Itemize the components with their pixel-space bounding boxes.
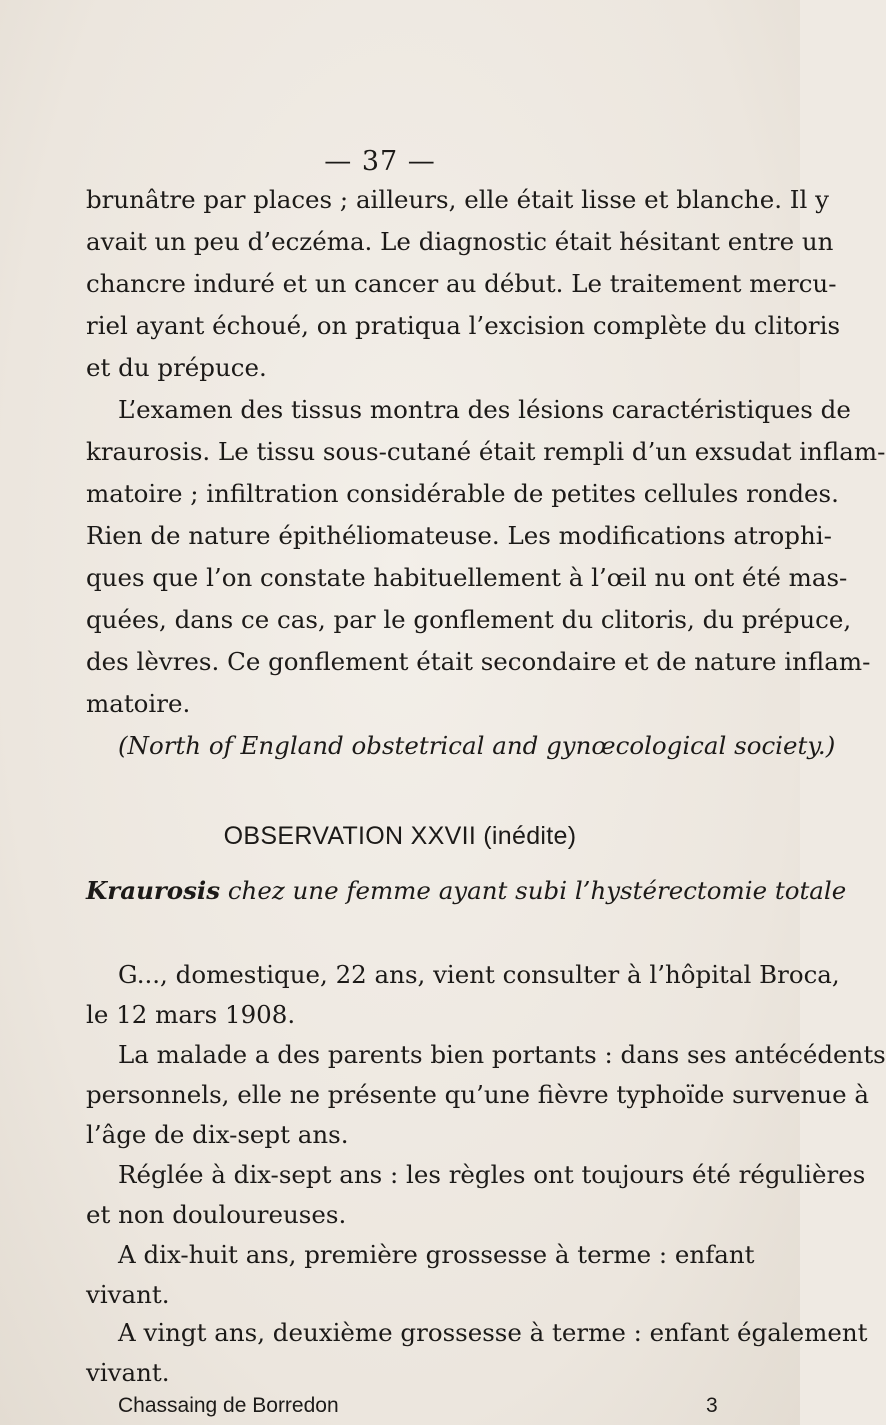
printer-signature: Chassaing de Borredon	[118, 1394, 339, 1417]
text-line: vivant.	[86, 1358, 170, 1387]
text-line: A dix-huit ans, première grossesse à terme : enfant	[118, 1240, 755, 1269]
text-line: ques que l’on constate habituellement à l’œil nu ont été mas-	[86, 563, 848, 592]
observation-subtitle	[86, 876, 847, 906]
text-line: Réglée à dix-sept ans : les règles ont toujours été régulières	[118, 1160, 866, 1189]
subtitle-keyword: Kraurosis	[86, 876, 221, 905]
text-line: La malade a des parents bien portants : dans ses antécédents	[118, 1040, 886, 1069]
text-line: et non douloureuses.	[86, 1200, 347, 1229]
text-line: personnels, elle ne présente qu’une fièvre typhoïde survenue à	[86, 1080, 869, 1109]
text-line: vivant.	[86, 1280, 170, 1309]
text-line: A vingt ans, deuxième grossesse à terme : enfant également	[118, 1318, 868, 1347]
text-line: des lèvres. Ce gonflement était secondaire et de nature inflam-	[86, 647, 871, 676]
text-line: G..., domestique, 22 ans, vient consulter à l’hôpital Broca,	[118, 960, 840, 989]
text-line: matoire.	[86, 689, 191, 718]
text-line: le 12 mars 1908.	[86, 1000, 296, 1029]
text-line: quées, dans ce cas, par le gonflement du clitoris, du prépuce,	[86, 605, 852, 634]
text-line: chancre induré et un cancer au début. Le traitement mercu-	[86, 269, 837, 298]
text-line: l’âge de dix-sept ans.	[86, 1120, 349, 1149]
text-line: brunâtre par places ; ailleurs, elle était lisse et blanche. Il y	[86, 185, 829, 214]
observation-heading: OBSERVATION XXVII (inédite)	[223, 822, 577, 850]
text-line: Rien de nature épithéliomateuse. Les modifications atrophi-	[86, 521, 832, 550]
signature-number: 3	[706, 1394, 718, 1417]
text-line: avait un peu d’eczéma. Le diagnostic était hésitant entre un	[86, 227, 834, 256]
subtitle-rest: chez une femme ayant subi l’hystérectomie totale	[220, 876, 847, 905]
text-line: riel ayant échoué, on pratiqua l’excision complète du clitoris	[86, 311, 841, 340]
text-line: kraurosis. Le tissu sous-cutané était rempli d’un exsudat inflam-	[86, 437, 886, 466]
text-line: L’examen des tissus montra des lésions caractéristiques de	[118, 395, 851, 424]
page-number: — 37 —	[324, 146, 436, 177]
citation-line: (North of England obstetrical and gynœcological society.)	[118, 731, 836, 760]
text-line: matoire ; infiltration considérable de petites cellules rondes.	[86, 479, 839, 508]
text-line: et du prépuce.	[86, 353, 267, 382]
